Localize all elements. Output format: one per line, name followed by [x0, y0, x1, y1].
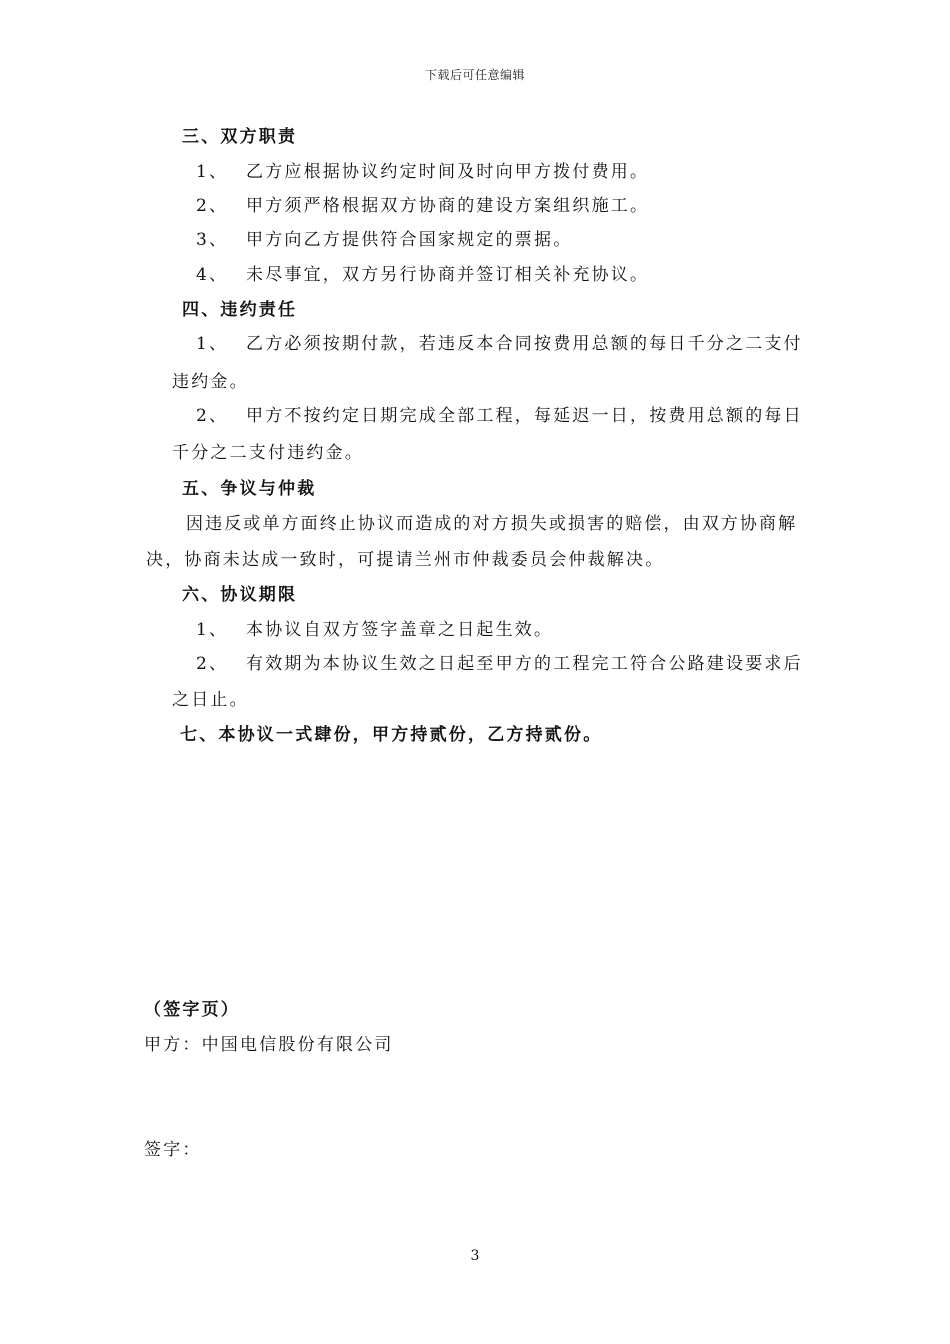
item-number: 1、 — [196, 334, 229, 354]
item-text: 未尽事宜，双方另行协商并签订相关补充协议。 — [246, 265, 650, 285]
signature-page-label: （签字页） — [144, 1000, 240, 1020]
list-item — [196, 161, 649, 183]
item-number: 4、 — [196, 265, 229, 285]
item-number: 2、 — [196, 196, 229, 216]
list-item — [196, 333, 803, 355]
item-number: 1、 — [196, 162, 229, 182]
item-continuation: 之日止。 — [172, 690, 249, 710]
item-continuation: 违约金。 — [172, 372, 249, 392]
section-4-title: 四、违约责任 — [182, 300, 298, 320]
list-item — [196, 653, 803, 675]
paragraph-line: 因违反或单方面终止协议而造成的对方损失或损害的赔偿，由双方协商解 — [186, 514, 798, 534]
item-text: 甲方向乙方提供符合国家规定的票据。 — [246, 230, 573, 250]
item-text: 本协议自双方签字盖章之日起生效。 — [246, 620, 554, 640]
section-7-title: 七、本协议一式肆份，甲方持贰份，乙方持贰份。 — [180, 725, 603, 745]
paragraph-line: 决，协商未达成一致时，可提请兰州市仲裁委员会仲裁解决。 — [146, 550, 665, 570]
item-text: 甲方须严格根据双方协商的建设方案组织施工。 — [246, 196, 650, 216]
list-item — [196, 619, 553, 641]
party-a-name: 甲方：中国电信股份有限公司 — [144, 1035, 394, 1055]
list-item — [196, 195, 649, 217]
list-item — [196, 405, 803, 427]
item-text: 有效期为本协议生效之日起至甲方的工程完工符合公路建设要求后 — [246, 654, 803, 674]
list-item — [196, 229, 572, 251]
section-6-title: 六、协议期限 — [182, 585, 298, 605]
item-continuation: 千分之二支付违约金。 — [172, 443, 364, 463]
item-number: 2、 — [196, 406, 229, 426]
item-text: 乙方必须按期付款，若违反本合同按费用总额的每日千分之二支付 — [246, 334, 803, 354]
list-item — [196, 264, 649, 286]
section-3-title: 三、双方职责 — [182, 127, 298, 147]
item-text: 甲方不按约定日期完成全部工程，每延迟一日，按费用总额的每日 — [246, 406, 803, 426]
item-text: 乙方应根据协议约定时间及时向甲方拨付费用。 — [246, 162, 650, 182]
item-number: 2、 — [196, 654, 229, 674]
item-number: 1、 — [196, 620, 229, 640]
item-number: 3、 — [196, 230, 229, 250]
header-note: 下载后可任意编辑 — [424, 68, 525, 82]
page-number: 3 — [470, 1248, 480, 1264]
section-5-title: 五、争议与仲裁 — [182, 479, 317, 499]
signature-label: 签字： — [144, 1140, 202, 1160]
